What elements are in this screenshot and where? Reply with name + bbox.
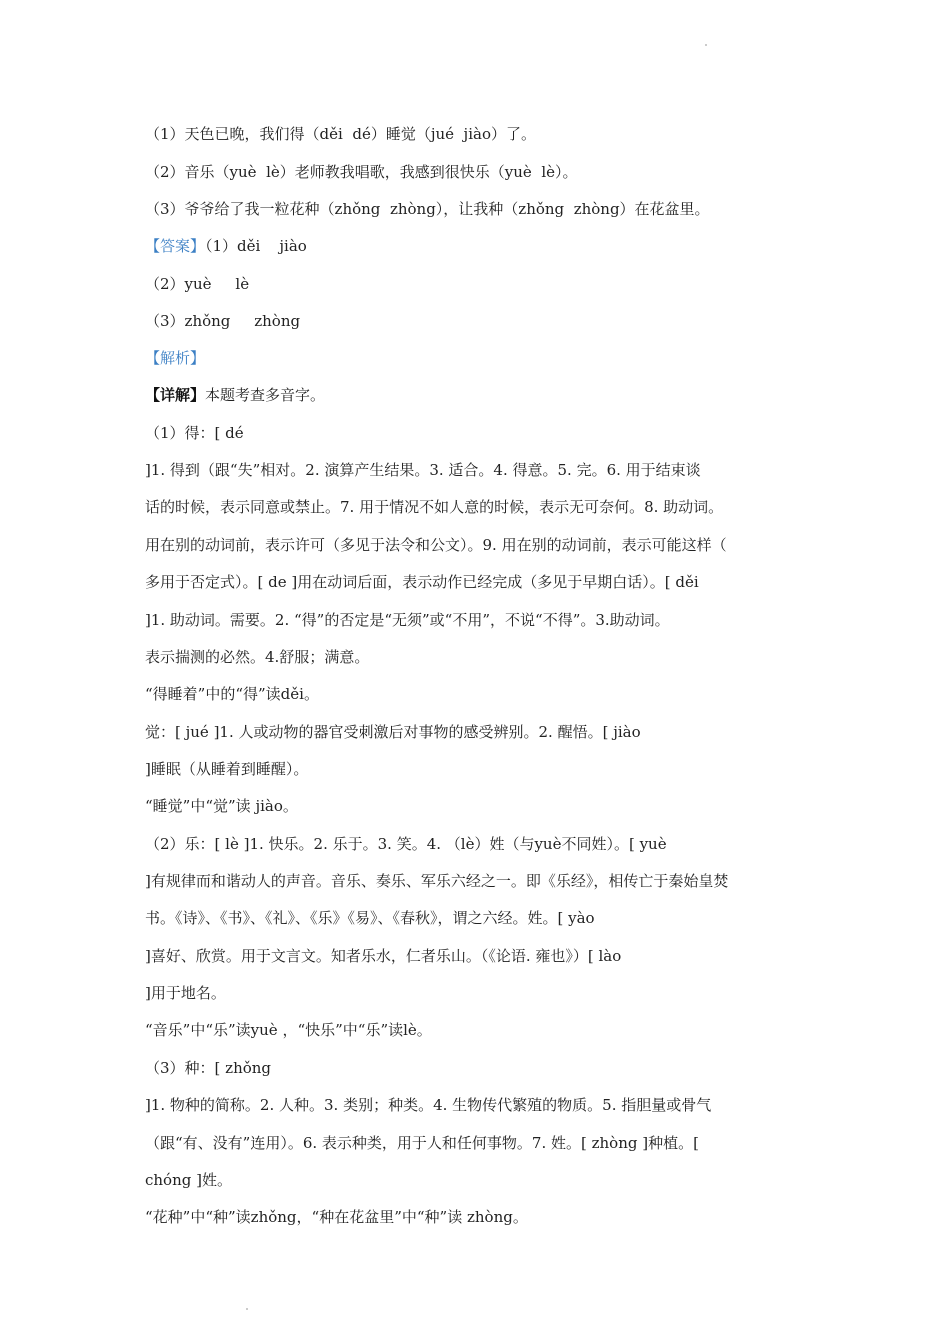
explanation-line: “得睡着”中的“得”读děi。: [145, 685, 319, 703]
explanation-line: ]1. 助动词。需要。2. “得”的否定是“无须”或“不用”，不说“不得”。3.助动词。: [145, 611, 670, 629]
explanation-line: ]有规律而和谐动人的声音。音乐、奏乐、军乐六经之一。即《乐经》，相传亡于秦始皇焚: [145, 872, 729, 890]
explanation-line: ]喜好、欣赏。用于文言文。知者乐水，仁者乐山。（《论语. 雍也》）[ lào: [145, 947, 622, 965]
explanation-line: 多用于否定式）。[ de ]用在动词后面，表示动作已经完成（多见于早期白话）。[ děi: [145, 573, 699, 591]
answer-line-2: （2）yuè lè: [145, 275, 250, 293]
detail-text: 本题考查多音字。: [205, 386, 326, 404]
explanation-line: （2）乐：[ lè ]1. 快乐。2. 乐于。3. 笑。4. （lè）姓（与yuè不同姓）。[ yuè: [145, 835, 667, 853]
detail-line: [145, 385, 810, 405]
explanation-line: （3）种：[ zhǒng: [145, 1059, 272, 1077]
question-1: （1）天色已晚，我们得（děi dé）睡觉（jué jiào）了。: [145, 125, 536, 143]
explanation-line: 用在别的动词前，表示许可（多见于法令和公文）。9. 用在别的动词前，表示可能这样（: [145, 536, 727, 554]
explanation-line: 书。《诗》、《书》、《礼》、《乐》《易》、《春秋》，谓之六经。姓。[ yào: [145, 909, 595, 927]
explanation-line: （跟“有、没有”连用）。6. 表示种类，用于人和任何事物。7. 姓。[ zhòng ]种植。[: [145, 1134, 699, 1152]
explanation-line: ]睡眠（从睡着到睡醒）。: [145, 760, 309, 778]
explanation-line: （1）得：[ dé: [145, 424, 244, 442]
explanation-line: 觉：[ jué ]1. 人或动物的器官受刺激后对事物的感受辨别。2. 醒悟。[ jiào: [145, 723, 641, 741]
explanation-line: “花种”中“种”读zhǒng，“种在花盆里”中“种”读 zhòng。: [145, 1208, 528, 1226]
explanation-line: “音乐”中“乐”读yuè ，“快乐”中“乐”读lè。: [145, 1021, 432, 1039]
explanation-line: chóng ]姓。: [145, 1171, 232, 1189]
question-2: （2）音乐（yuè lè）老师教我唱歌，我感到很快乐（yuè lè）。: [145, 163, 578, 181]
analysis-label: 【解析】: [145, 349, 206, 367]
explanation-line: 表示揣测的必然。4.舒服；满意。: [145, 648, 370, 666]
answer-text-1: （1）děi jiào: [205, 237, 307, 255]
answer-label: 【答案】: [145, 237, 206, 255]
answer-line-1: [145, 236, 810, 256]
explanation-line: ]用于地名。: [145, 984, 226, 1002]
question-3: （3）爷爷给了我一粒花种（zhǒng zhòng），让我种（zhǒng zhòng）在花盆里。: [145, 200, 710, 218]
detail-label: 【详解】: [145, 386, 206, 404]
explanation-line: 话的时候，表示同意或禁止。7. 用于情况不如人意的时候，表示无可奈何。8. 助动词。: [145, 498, 724, 516]
explanation-line: “睡觉”中“觉”读 jiào。: [145, 797, 298, 815]
explanation-line: ]1. 物种的简称。2. 人种。3. 类别；种类。4. 生物传代繁殖的物质。5. 指胆量或骨气: [145, 1096, 712, 1114]
answer-line-3: （3）zhǒng zhòng: [145, 312, 301, 330]
footer-mark: [246, 1308, 248, 1310]
corner-mark: [705, 44, 707, 46]
explanation-line: ]1. 得到（跟“失”相对。2. 演算产生结果。3. 适合。4. 得意。5. 完。6. 用于结束谈: [145, 461, 701, 479]
